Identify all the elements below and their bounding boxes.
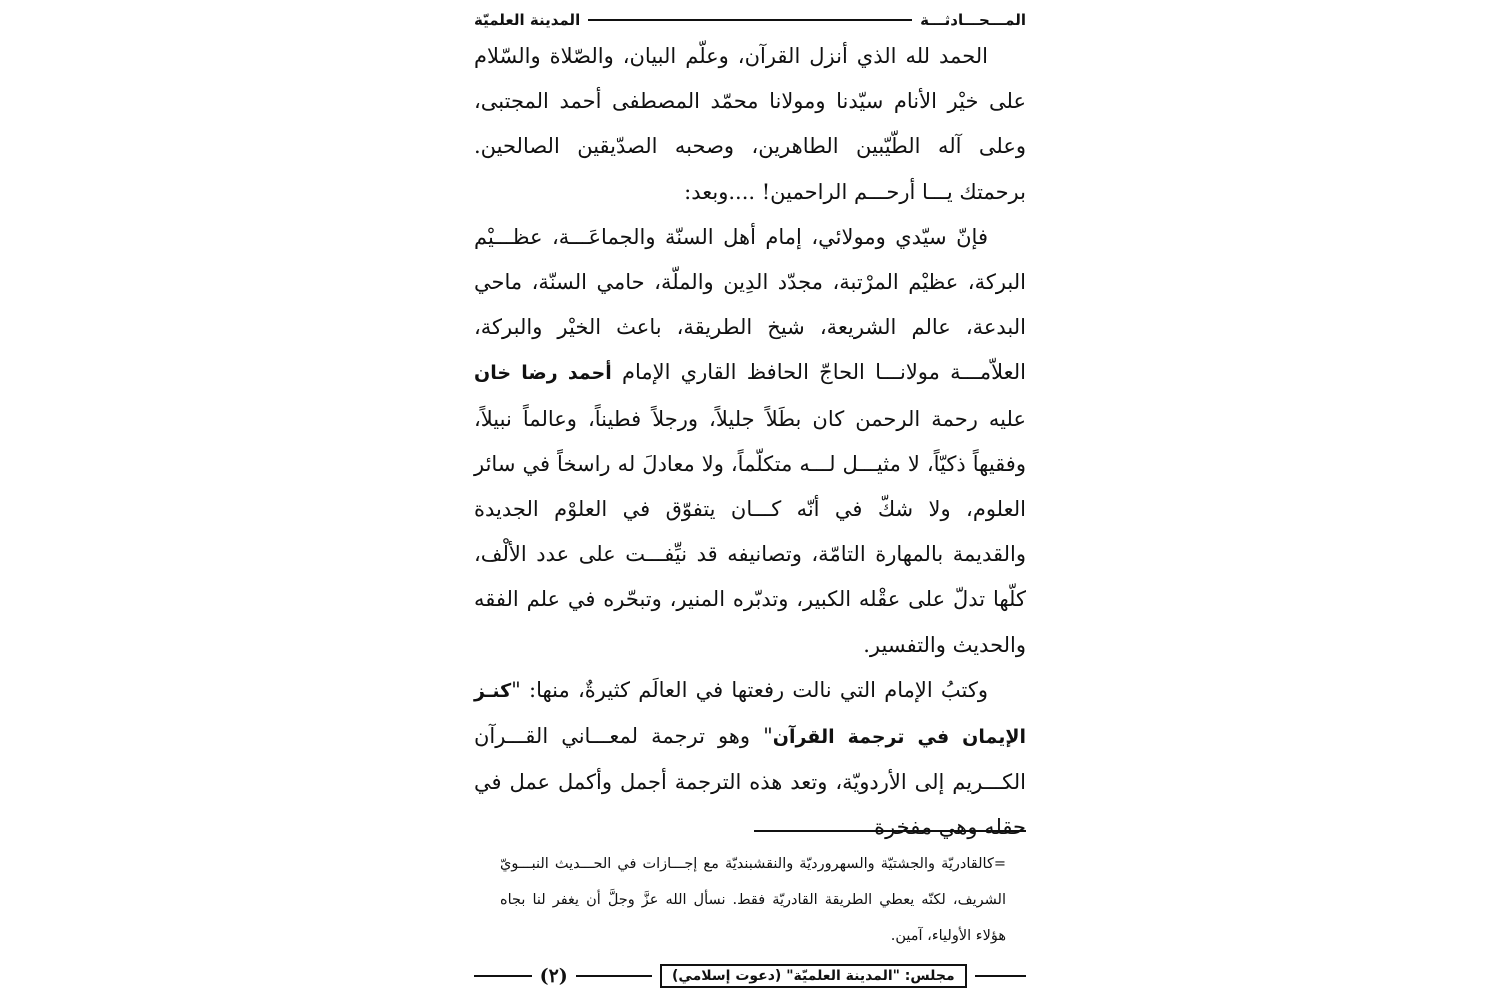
imam-name: أحمد رضا خان bbox=[474, 362, 612, 385]
header-publisher: المدينة العلميّة bbox=[474, 11, 581, 29]
footnote-rule bbox=[754, 830, 1026, 832]
paragraph-opening: الحمد لله الذي أنزل القرآن، وعلّم البيان، والصّلاة والسّلام على خيْر الأنام سيّدنا ومولانا محمّد المصطفى أحمد المجتبى، وعلى آله الطّيّبين الطاهرين، وصحبه الصدّيقين الصالحين. برحمتك يـــا أرحـــم الراحمين! ....وبعد: bbox=[474, 44, 1026, 204]
paragraph-books bbox=[474, 668, 1026, 851]
book-title: كنـز الإيمان في ترجمة القرآن bbox=[474, 679, 1026, 749]
footnote-text: =كالقادريّة والجشتيّة والسهرورديّة والنقشبنديّة مع إجـــازات في الحـــديث النبـــويّ الشريف، لكنّه يعطي الطريقة القادريّة فقط. نسأل الله عزَّ وجلَّ أن يغفر لنا بجاه هؤلاء الأولياء، آمين. bbox=[500, 856, 1006, 944]
paragraph-books-text-1: وكتبُ الإمام التي نالت رفعتها في العالَم كثيرةٌ، منها: " bbox=[511, 677, 988, 702]
document-page bbox=[474, 0, 1026, 1000]
footer-rule-right bbox=[975, 975, 1026, 977]
paragraph-biography bbox=[474, 215, 1026, 668]
footer-rule-left bbox=[474, 975, 532, 977]
footnote bbox=[500, 846, 1006, 954]
paragraph-biography-text-2: عليه رحمة الرحمن كان بطَلاً جليلاً، ورجلاً فطيناً، وعالماً نبيلاً، وفقيهاً ذكيّاً، لا مثيـــل لـــه متكلّماً، ولا معادلَ له راسخاً في سائر العلوم، ولا شكّ في أنّه كـــان يتفوّق في العلوْم الجديدة والقديمة بالمهارة التامّة، وتصانيفه قد نيِّفـــت على عدد الألْف، كلّها تدلّ على عقْله الكبير، وتدبّره المنير، وتبحّره في علم الفقه والحديث والتفسير. bbox=[474, 406, 1026, 657]
header-section-title: المـــحـــادثـــة bbox=[920, 11, 1026, 29]
page-footer bbox=[474, 960, 1026, 992]
header-rule bbox=[588, 19, 912, 21]
paragraph-biography-text-1: فإنّ سيّدي ومولائي، إمام أهل السنّة والجماعَـــة، عظـــيْم البركة، عظيْم المرْتبة، مجدّد الدِين والملّة، حامي السنّة، ماحي البدعة، عالم الشريعة، شيخ الطريقة، باعث الخيْر والبركة، العلاّمـــة مولانـــا الحاجّ الحافظ القاري الإمام bbox=[474, 224, 1026, 385]
page-number: (٢) bbox=[539, 965, 568, 987]
footer-rule-middle bbox=[576, 975, 652, 977]
body-text bbox=[474, 34, 1026, 851]
running-header bbox=[474, 8, 1026, 32]
footer-label-box: مجلس: "المدينة العلميّة" (دعوت إسلامي) bbox=[660, 964, 967, 988]
paragraph-books-text-2: " وهو ترجمة لمعـــاني القـــرآن الكـــريم إلى الأردويّة، وتعد هذه الترجمة أجمل وأكمل عمل في حقله وهي مفخرة bbox=[474, 724, 1026, 840]
